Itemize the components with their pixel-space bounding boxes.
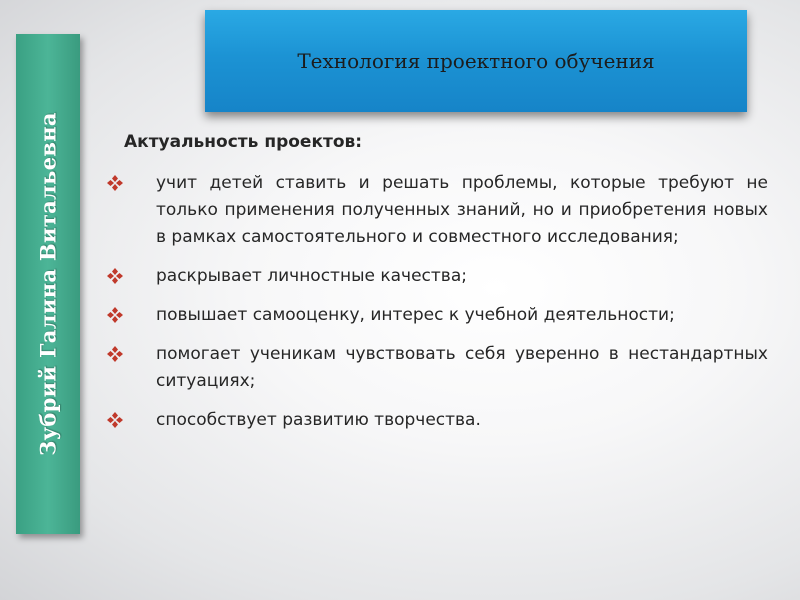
diamond-bullet-icon: [106, 306, 124, 324]
slide-title: Технология проектного обучения: [297, 49, 655, 73]
diamond-bullet-icon: [106, 174, 124, 192]
bullet-text: учит детей ставить и решать проблемы, которые требуют не только применения полученных знаний, но и приобретения новых в рамках самостоятельного и совместного исследования;: [156, 173, 768, 247]
bullet-item: [100, 302, 768, 329]
bullet-text: способствует развитию творчества.: [156, 410, 481, 430]
diamond-bullet-icon: [106, 267, 124, 285]
author-name: Зубрий Галина Витальевна: [35, 112, 61, 456]
bullet-item: [100, 170, 768, 251]
author-sidebar: [16, 34, 80, 534]
bullet-item: [100, 407, 768, 434]
bullet-text: повышает самооценку, интерес к учебной деятельности;: [156, 305, 675, 325]
title-banner: [205, 10, 747, 112]
bullet-text: помогает ученикам чувствовать себя уверенно в нестандартных ситуациях;: [156, 344, 768, 391]
bullet-text: раскрывает личностные качества;: [156, 266, 467, 286]
bullet-list: [100, 170, 768, 446]
bullet-item: [100, 341, 768, 395]
diamond-bullet-icon: [106, 345, 124, 363]
bullet-item: [100, 263, 768, 290]
section-heading: Актуальность проектов:: [124, 132, 363, 152]
diamond-bullet-icon: [106, 411, 124, 429]
